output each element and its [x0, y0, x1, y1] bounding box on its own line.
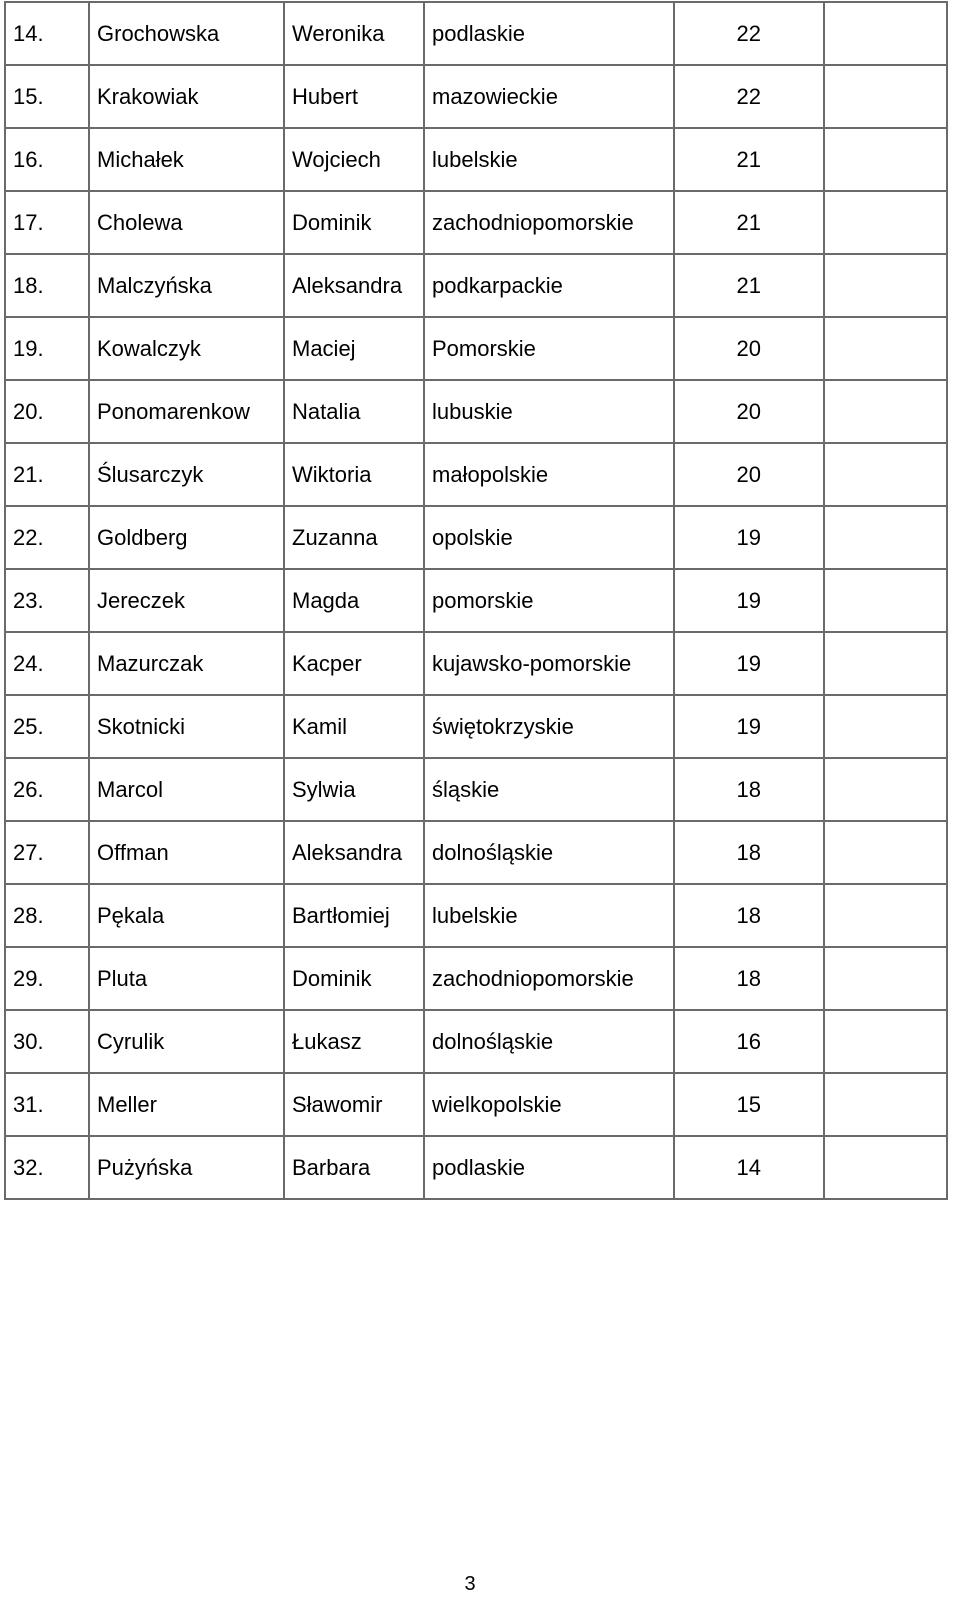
- row-number-cell: 26.: [5, 758, 89, 821]
- table-row: [5, 758, 947, 821]
- row-number-cell: 25.: [5, 695, 89, 758]
- first-name-cell: Wojciech: [284, 128, 424, 191]
- empty-cell: [824, 632, 947, 695]
- first-name-cell: Kamil: [284, 695, 424, 758]
- row-number-cell: 16.: [5, 128, 89, 191]
- province-cell: podlaskie: [424, 2, 674, 65]
- empty-cell: [824, 191, 947, 254]
- first-name-cell: Sławomir: [284, 1073, 424, 1136]
- score-cell: 20: [674, 317, 824, 380]
- table-row: [5, 128, 947, 191]
- empty-cell: [824, 443, 947, 506]
- first-name-cell: Weronika: [284, 2, 424, 65]
- last-name-cell: Grochowska: [89, 2, 284, 65]
- empty-cell: [824, 884, 947, 947]
- row-number-cell: 27.: [5, 821, 89, 884]
- last-name-cell: Krakowiak: [89, 65, 284, 128]
- first-name-cell: Zuzanna: [284, 506, 424, 569]
- empty-cell: [824, 695, 947, 758]
- score-cell: 21: [674, 128, 824, 191]
- score-cell: 16: [674, 1010, 824, 1073]
- score-cell: 21: [674, 254, 824, 317]
- province-cell: zachodniopomorskie: [424, 191, 674, 254]
- row-number-cell: 22.: [5, 506, 89, 569]
- empty-cell: [824, 1010, 947, 1073]
- province-cell: dolnośląskie: [424, 1010, 674, 1073]
- score-cell: 20: [674, 380, 824, 443]
- empty-cell: [824, 947, 947, 1010]
- score-cell: 22: [674, 2, 824, 65]
- empty-cell: [824, 380, 947, 443]
- province-cell: mazowieckie: [424, 65, 674, 128]
- row-number-cell: 31.: [5, 1073, 89, 1136]
- row-number-cell: 28.: [5, 884, 89, 947]
- row-number-cell: 20.: [5, 380, 89, 443]
- table-row: [5, 821, 947, 884]
- table-row: [5, 191, 947, 254]
- empty-cell: [824, 1136, 947, 1199]
- table-row: [5, 695, 947, 758]
- first-name-cell: Magda: [284, 569, 424, 632]
- last-name-cell: Ślusarczyk: [89, 443, 284, 506]
- row-number-cell: 19.: [5, 317, 89, 380]
- first-name-cell: Aleksandra: [284, 821, 424, 884]
- province-cell: pomorskie: [424, 569, 674, 632]
- table-row: [5, 569, 947, 632]
- empty-cell: [824, 569, 947, 632]
- table-row: [5, 1073, 947, 1136]
- score-cell: 18: [674, 758, 824, 821]
- row-number-cell: 18.: [5, 254, 89, 317]
- first-name-cell: Dominik: [284, 947, 424, 1010]
- row-number-cell: 17.: [5, 191, 89, 254]
- table-row: [5, 632, 947, 695]
- table-row: [5, 1136, 947, 1199]
- score-cell: 15: [674, 1073, 824, 1136]
- table-row: [5, 380, 947, 443]
- empty-cell: [824, 2, 947, 65]
- province-cell: Pomorskie: [424, 317, 674, 380]
- province-cell: śląskie: [424, 758, 674, 821]
- empty-cell: [824, 1073, 947, 1136]
- last-name-cell: Kowalczyk: [89, 317, 284, 380]
- province-cell: podlaskie: [424, 1136, 674, 1199]
- empty-cell: [824, 65, 947, 128]
- last-name-cell: Cyrulik: [89, 1010, 284, 1073]
- province-cell: małopolskie: [424, 443, 674, 506]
- score-cell: 19: [674, 695, 824, 758]
- empty-cell: [824, 317, 947, 380]
- first-name-cell: Natalia: [284, 380, 424, 443]
- province-cell: wielkopolskie: [424, 1073, 674, 1136]
- first-name-cell: Bartłomiej: [284, 884, 424, 947]
- first-name-cell: Hubert: [284, 65, 424, 128]
- last-name-cell: Meller: [89, 1073, 284, 1136]
- first-name-cell: Sylwia: [284, 758, 424, 821]
- score-cell: 14: [674, 1136, 824, 1199]
- last-name-cell: Pluta: [89, 947, 284, 1010]
- first-name-cell: Dominik: [284, 191, 424, 254]
- province-cell: lubelskie: [424, 128, 674, 191]
- last-name-cell: Michałek: [89, 128, 284, 191]
- province-cell: świętokrzyskie: [424, 695, 674, 758]
- row-number-cell: 23.: [5, 569, 89, 632]
- table-row: [5, 65, 947, 128]
- last-name-cell: Ponomarenkow: [89, 380, 284, 443]
- empty-cell: [824, 506, 947, 569]
- first-name-cell: Kacper: [284, 632, 424, 695]
- score-cell: 19: [674, 506, 824, 569]
- row-number-cell: 21.: [5, 443, 89, 506]
- table-row: [5, 443, 947, 506]
- table-row: [5, 884, 947, 947]
- province-cell: zachodniopomorskie: [424, 947, 674, 1010]
- score-cell: 18: [674, 947, 824, 1010]
- province-cell: podkarpackie: [424, 254, 674, 317]
- last-name-cell: Jereczek: [89, 569, 284, 632]
- province-cell: opolskie: [424, 506, 674, 569]
- row-number-cell: 15.: [5, 65, 89, 128]
- page-number: 3: [464, 1573, 476, 1595]
- last-name-cell: Malczyńska: [89, 254, 284, 317]
- first-name-cell: Aleksandra: [284, 254, 424, 317]
- results-table-body: [5, 2, 947, 1199]
- empty-cell: [824, 128, 947, 191]
- table-row: [5, 254, 947, 317]
- score-cell: 18: [674, 884, 824, 947]
- first-name-cell: Barbara: [284, 1136, 424, 1199]
- last-name-cell: Cholewa: [89, 191, 284, 254]
- score-cell: 20: [674, 443, 824, 506]
- row-number-cell: 24.: [5, 632, 89, 695]
- row-number-cell: 29.: [5, 947, 89, 1010]
- table-row: [5, 1010, 947, 1073]
- score-cell: 18: [674, 821, 824, 884]
- row-number-cell: 30.: [5, 1010, 89, 1073]
- empty-cell: [824, 758, 947, 821]
- last-name-cell: Pękala: [89, 884, 284, 947]
- province-cell: lubelskie: [424, 884, 674, 947]
- row-number-cell: 14.: [5, 2, 89, 65]
- first-name-cell: Wiktoria: [284, 443, 424, 506]
- empty-cell: [824, 254, 947, 317]
- score-cell: 19: [674, 632, 824, 695]
- first-name-cell: Łukasz: [284, 1010, 424, 1073]
- table-row: [5, 506, 947, 569]
- score-cell: 19: [674, 569, 824, 632]
- province-cell: lubuskie: [424, 380, 674, 443]
- last-name-cell: Marcol: [89, 758, 284, 821]
- score-cell: 21: [674, 191, 824, 254]
- results-table: [4, 1, 948, 1200]
- last-name-cell: Pużyńska: [89, 1136, 284, 1199]
- score-cell: 22: [674, 65, 824, 128]
- empty-cell: [824, 821, 947, 884]
- table-row: [5, 317, 947, 380]
- last-name-cell: Mazurczak: [89, 632, 284, 695]
- province-cell: kujawsko-pomorskie: [424, 632, 674, 695]
- table-row: [5, 947, 947, 1010]
- last-name-cell: Skotnicki: [89, 695, 284, 758]
- row-number-cell: 32.: [5, 1136, 89, 1199]
- table-row: [5, 2, 947, 65]
- last-name-cell: Goldberg: [89, 506, 284, 569]
- last-name-cell: Offman: [89, 821, 284, 884]
- province-cell: dolnośląskie: [424, 821, 674, 884]
- first-name-cell: Maciej: [284, 317, 424, 380]
